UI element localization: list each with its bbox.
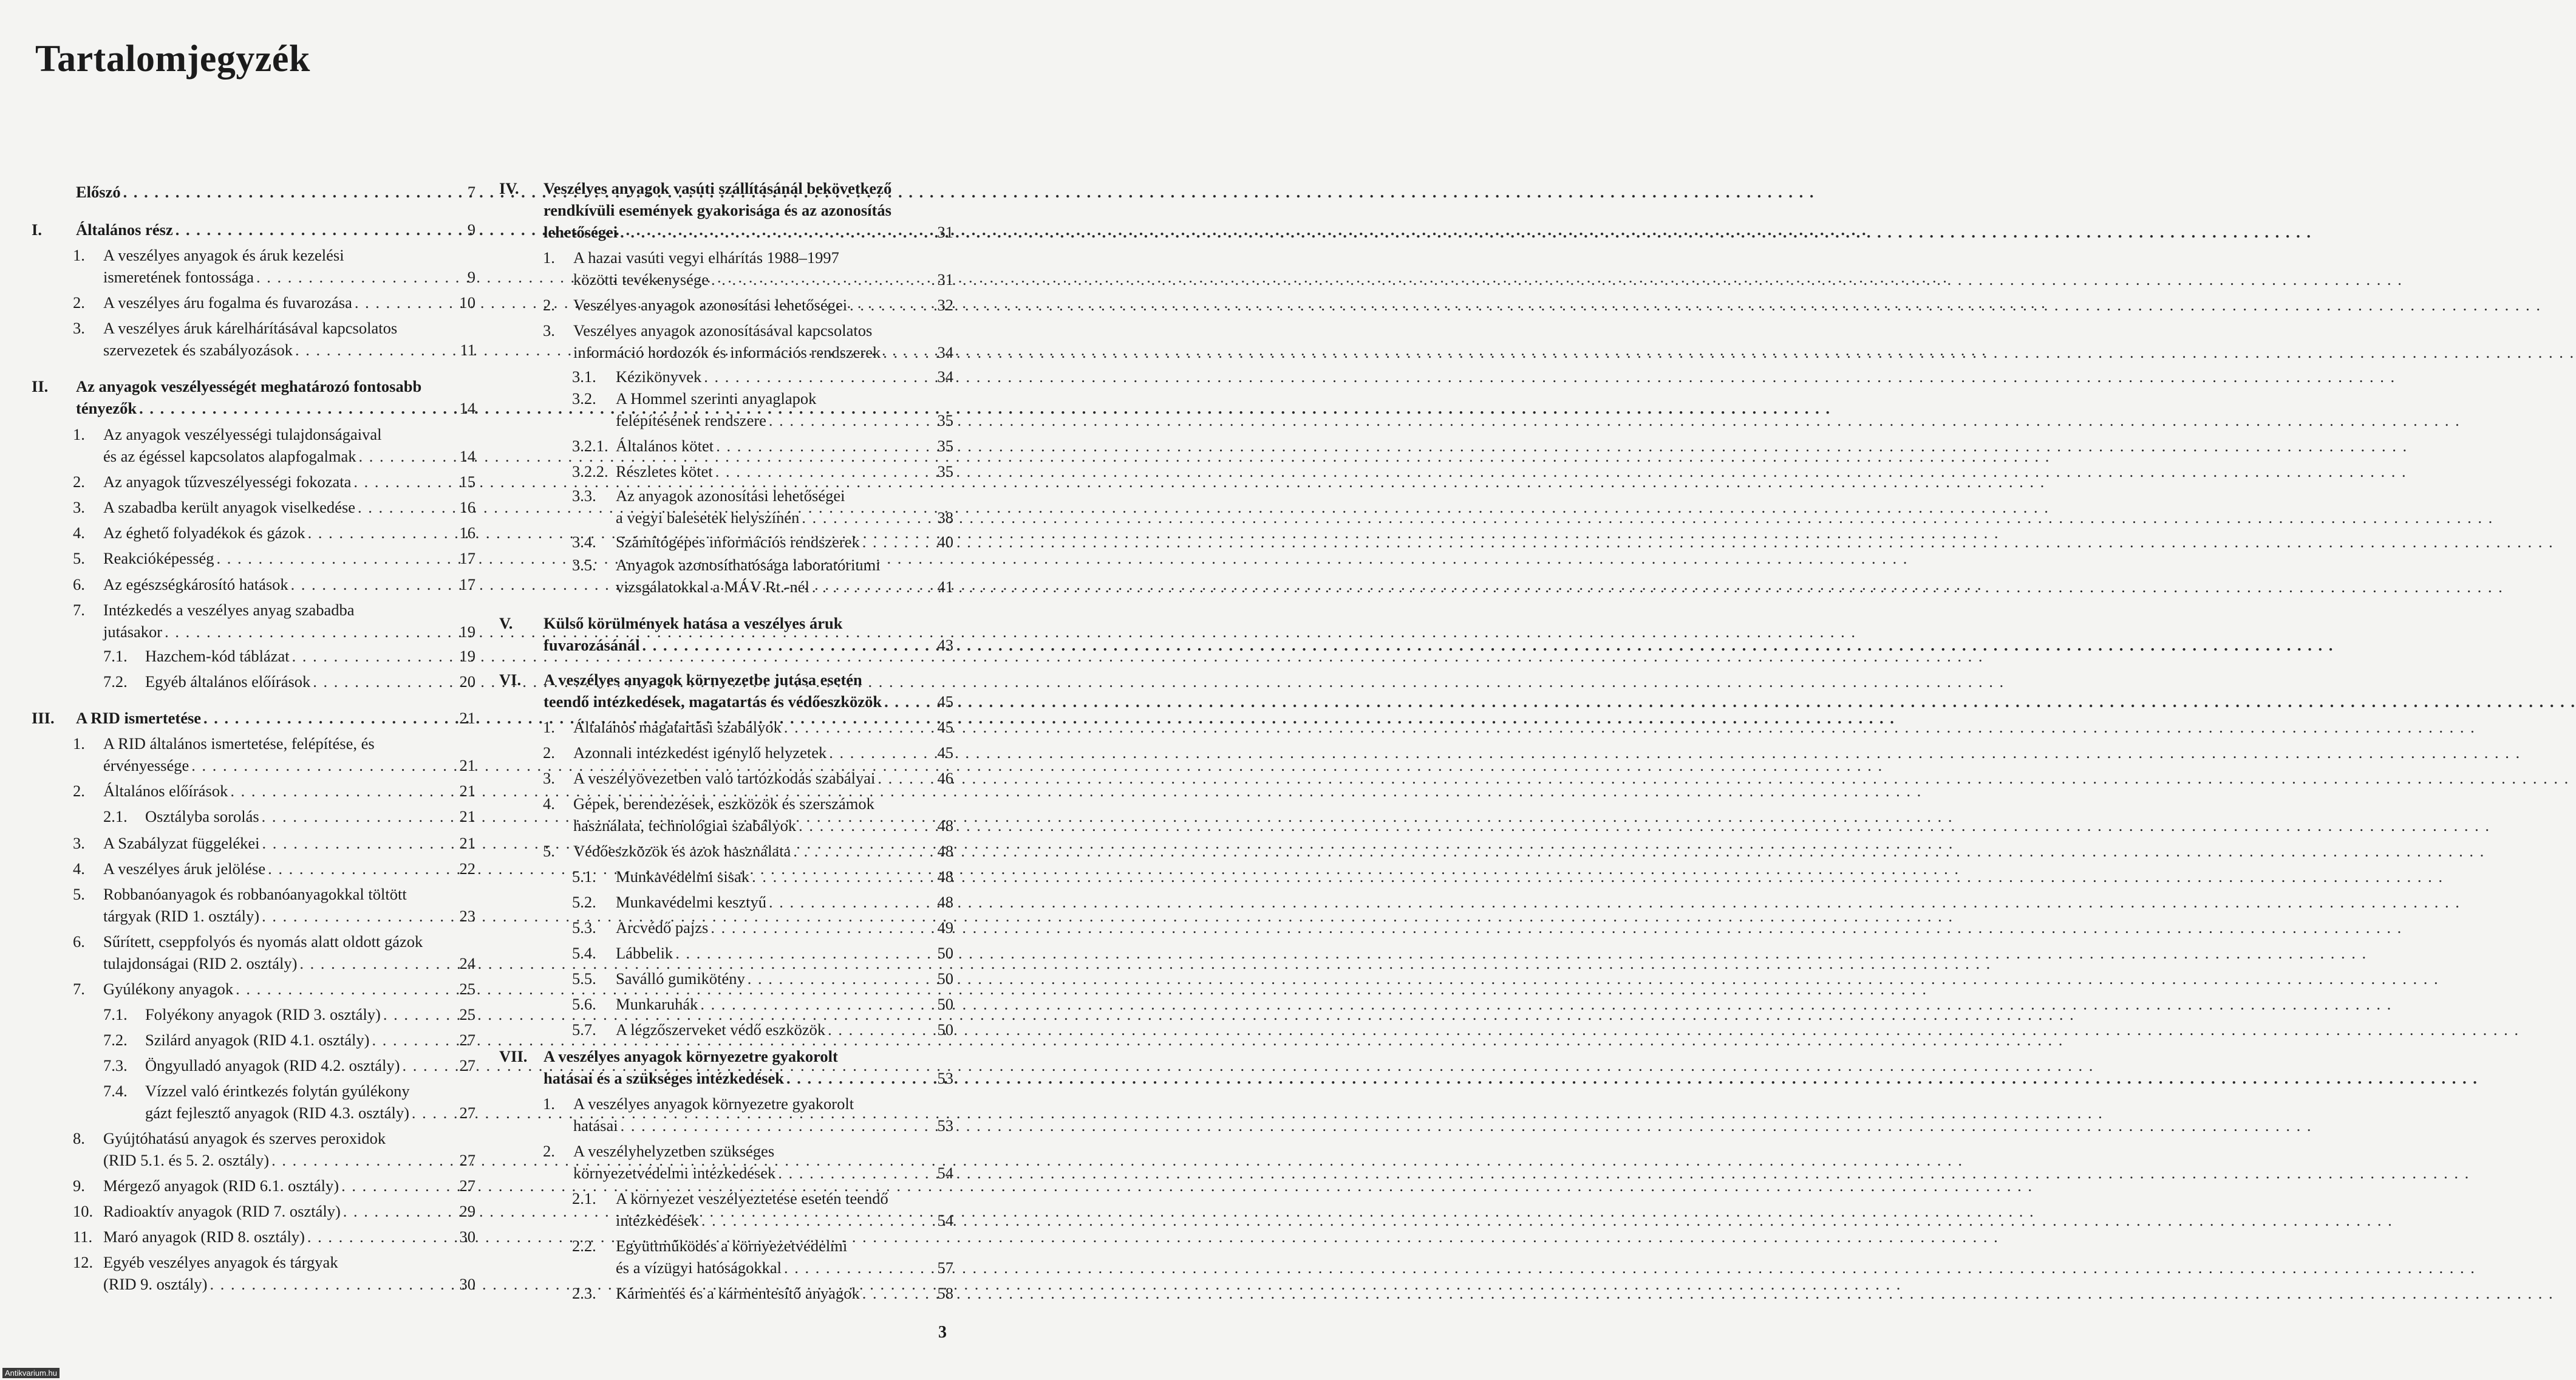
toc-entry-number: 1. xyxy=(73,246,85,264)
toc-entry-number: II. xyxy=(32,377,49,395)
toc-entry-title: Munkaruhák xyxy=(616,995,698,1013)
toc-entry-title: szervezetek és szabályozások xyxy=(103,341,293,359)
toc-entry-title: Általános magatartási szabályok xyxy=(573,718,782,736)
toc-entry-title: A Szabályzat függelékei xyxy=(103,834,260,852)
toc-entry-title: és a vízügyi hatóságokkal xyxy=(616,1259,782,1277)
toc-page-number: 9 xyxy=(467,268,475,286)
toc-entry-title: Gépek, berendezések, eszközök és szerszámok xyxy=(573,794,874,813)
dot-leader xyxy=(640,634,938,656)
toc-entry-number: 3. xyxy=(73,834,85,852)
dot-leader xyxy=(341,1200,460,1222)
toc-entry-number: 3.2. xyxy=(572,389,596,408)
toc-entry-title: Hazchem-kód táblázat xyxy=(145,647,290,665)
toc-page-number: 50 xyxy=(937,1020,953,1039)
toc-entry-title: gázt fejlesztő anyagok (RID 4.3. osztály) xyxy=(145,1104,409,1122)
toc-entry-title: A RID ismertetése xyxy=(76,709,202,727)
toc-entry-title: hatásai és a szükséges intézkedések xyxy=(543,1069,785,1087)
toc-entry-number: 7. xyxy=(73,601,85,619)
dot-leader xyxy=(618,1115,938,1136)
toc-entry-title: tulajdonságai (RID 2. osztály) xyxy=(103,954,298,972)
toc-entry-title: A veszélyhelyzetben szükséges xyxy=(573,1142,775,1160)
toc-entry-title: Egyéb általános előírások xyxy=(145,672,311,691)
toc-page-number: 14 xyxy=(459,399,475,417)
toc-page-number: 9 xyxy=(467,220,475,239)
toc-entry-title: Együttműködés a környezetvédelmi xyxy=(616,1237,848,1255)
toc-page-number: 45 xyxy=(937,718,953,736)
toc-entry-title: Veszélyes anyagok azonosítási lehetőségei xyxy=(573,296,848,314)
toc-page-number: 45 xyxy=(937,743,953,762)
toc-entry-title: Számítógépes információs rendszerek xyxy=(616,533,860,551)
dot-leader xyxy=(749,866,937,887)
toc-entry-number: 2. xyxy=(73,293,85,312)
toc-page-number: 46 xyxy=(937,769,953,787)
toc-page-number: 41 xyxy=(937,578,953,596)
toc-entry-number: 2. xyxy=(73,473,85,491)
toc-entry-title: Azonnali intézkedést igénylő helyzetek xyxy=(573,743,827,762)
toc-entry-title: Általános előírások xyxy=(103,782,228,800)
toc-page-number: 24 xyxy=(459,954,475,972)
dot-leader xyxy=(799,507,937,528)
dot-leader xyxy=(121,181,468,203)
dot-leader xyxy=(745,968,938,989)
toc-page-number: 48 xyxy=(937,893,953,911)
dot-leader xyxy=(766,409,938,431)
toc-entry-number: IV. xyxy=(499,179,519,197)
dot-leader xyxy=(233,978,459,1000)
toc-entry-title: Öngyulladó anyagok (RID 4.2. osztály) xyxy=(145,1056,400,1074)
toc-page-number: 48 xyxy=(937,816,953,835)
toc-entry-title: Kármentés és a kármentesítő anyagok xyxy=(616,1284,860,1302)
toc-entry-number: 3. xyxy=(543,321,555,340)
toc-page-number: 45 xyxy=(937,692,953,711)
toc-entry-number: 2.1. xyxy=(103,807,128,825)
toc-page-number: 30 xyxy=(459,1228,475,1246)
toc-entry-number: VI. xyxy=(499,671,522,689)
toc-entry-number: 3.1. xyxy=(572,367,596,386)
toc-entry-number: 2. xyxy=(73,782,85,800)
dot-leader xyxy=(775,1162,937,1184)
toc-page-number: 22 xyxy=(459,859,475,878)
toc-entry-number: I. xyxy=(32,220,42,239)
toc-entry-number: 5.6. xyxy=(572,995,596,1013)
toc-page-number: 30 xyxy=(459,1275,475,1293)
dot-leader xyxy=(701,366,937,388)
toc-entry-number: 8. xyxy=(73,1129,85,1147)
dot-leader xyxy=(791,840,937,862)
dot-leader xyxy=(713,460,938,482)
dot-leader xyxy=(214,547,460,569)
toc-entry-number: 2.1. xyxy=(572,1189,596,1208)
toc-entry-title: Radioaktív anyagok (RID 7. osztály) xyxy=(103,1202,341,1220)
toc-entry-title: Folyékony anyagok (RID 3. osztály) xyxy=(145,1005,381,1023)
toc-entry-title: Veszélyes anyagok azonosításával kapcsolatos xyxy=(573,321,873,340)
toc-entry-title: tényezők xyxy=(76,399,137,417)
dot-leader xyxy=(352,292,460,313)
dot-leader xyxy=(618,221,937,243)
toc-page-number: 31 xyxy=(937,223,953,241)
toc-entry-title: intézkedések xyxy=(616,1211,699,1229)
dot-leader xyxy=(860,531,938,553)
toc-entry-title: Védőeszközök és azok használata xyxy=(573,842,791,860)
toc-page-number: 49 xyxy=(937,918,953,937)
toc-page-number: 50 xyxy=(937,995,953,1013)
toc-page-number: 25 xyxy=(459,1005,475,1023)
toc-entry-title: Az anyagok veszélyességi tulajdonságaival xyxy=(103,425,382,443)
toc-page-number: 27 xyxy=(459,1056,475,1074)
toc-entry-number: 9. xyxy=(73,1177,85,1195)
toc-entry-number: 7.2. xyxy=(103,672,128,691)
toc-entry-title: Külső körülmények hatása a veszélyes áruk xyxy=(543,614,843,632)
dot-leader xyxy=(699,1209,938,1231)
dot-leader xyxy=(875,767,937,789)
dot-leader xyxy=(698,993,937,1015)
toc-entry-number: 7. xyxy=(73,980,85,998)
dot-leader xyxy=(400,1054,460,1076)
toc-entry-number: 7.1. xyxy=(103,1005,128,1023)
toc-page-number: 32 xyxy=(937,296,953,314)
dot-leader xyxy=(297,952,459,974)
toc-entry-title: A veszélyes anyagok környezetre gyakorolt xyxy=(543,1047,838,1065)
toc-entry-number: V. xyxy=(499,614,513,632)
toc-entry-number: 5.2. xyxy=(572,893,596,911)
toc-entry-title: A veszélyes anyagok környezetre gyakorolt xyxy=(573,1095,854,1113)
toc-entry-title: A környezet veszélyeztetése esetén teendő xyxy=(616,1189,888,1208)
toc-entry-title: A veszélyes anyagok és áruk kezelési xyxy=(103,246,344,264)
toc-entry-number: 1. xyxy=(543,1095,555,1113)
dot-leader xyxy=(305,522,460,544)
dot-leader xyxy=(254,266,468,288)
toc-page-number: 54 xyxy=(937,1164,953,1182)
toc-page-number: 57 xyxy=(937,1259,953,1277)
dot-leader xyxy=(201,707,459,729)
toc-entry-number: 3.4. xyxy=(572,533,596,551)
toc-entry-number: 5. xyxy=(543,842,555,860)
toc-page-number: 11 xyxy=(460,341,475,359)
dot-leader xyxy=(355,496,459,518)
toc-page-number: 35 xyxy=(937,437,953,455)
toc-entry-number: 2. xyxy=(543,1142,555,1160)
toc-entry-title: A légzőszerveket védő eszközök xyxy=(616,1020,826,1039)
dot-leader xyxy=(290,645,460,667)
toc-entry-title: Robbanóanyagok és robbanóanyagokkal töltött xyxy=(103,885,407,903)
toc-entry-title: és az égéssel kapcsolatos alapfogalmak xyxy=(103,447,356,465)
toc-page-number: 19 xyxy=(459,647,475,665)
toc-page-number: 27 xyxy=(459,1031,475,1049)
toc-entry-title: A Hommel szerinti anyaglapok xyxy=(616,389,817,408)
dot-leader xyxy=(714,435,937,457)
dot-leader xyxy=(137,397,459,419)
toc-entry-title: Előszó xyxy=(76,183,121,201)
toc-entry-title: Munkavédelmi sisak xyxy=(616,867,750,886)
toc-page-number: 53 xyxy=(937,1069,953,1087)
toc-entry-title: teendő intézkedések, magatartás és védőeszközök xyxy=(543,692,882,711)
toc-entry-title: felépítésének rendszere xyxy=(616,411,766,429)
toc-entry-title: Szilárd anyagok (RID 4.1. osztály) xyxy=(145,1031,370,1049)
toc-entry-title: Saválló gumikötény xyxy=(616,969,745,988)
toc-entry-title: Maró anyagok (RID 8. osztály) xyxy=(103,1228,305,1246)
toc-page-number: 21 xyxy=(459,782,475,800)
dot-leader xyxy=(796,815,937,836)
toc-entry-title: Reakcióképesség xyxy=(103,549,214,567)
toc-entry-number: 2. xyxy=(543,296,555,314)
watermark: Antikvarium.hu xyxy=(2,1368,60,1378)
toc-entry-number: 4. xyxy=(73,859,85,878)
dot-leader xyxy=(259,805,460,827)
toc-entry-number: 4. xyxy=(73,524,85,542)
toc-entry-title: jutásakor xyxy=(103,623,163,641)
toc-entry-number: 10. xyxy=(73,1202,94,1220)
toc-page-number: 19 xyxy=(459,623,475,641)
toc-entry-number: VII. xyxy=(499,1047,528,1065)
toc-page-number: 48 xyxy=(937,842,953,860)
toc-entry-title: Intézkedés a veszélyes anyag szabadba xyxy=(103,601,355,619)
toc-entry-title: érvényessége xyxy=(103,756,189,774)
toc-page-number: 31 xyxy=(937,270,953,289)
toc-page-number: 43 xyxy=(937,636,953,654)
toc-entry-title: Az anyagok tűzveszélyességi fokozata xyxy=(103,473,352,491)
toc-page-number: 50 xyxy=(937,969,953,988)
toc-entry-number: 7.4. xyxy=(103,1082,128,1100)
toc-page-number: 23 xyxy=(459,907,475,925)
toc-entry-number: 2. xyxy=(543,743,555,762)
dot-leader xyxy=(809,576,938,598)
dot-leader xyxy=(228,780,459,802)
toc-entry-number: 7.2. xyxy=(103,1031,128,1049)
toc-page-number: 48 xyxy=(937,867,953,886)
toc-entry-title: használata, technológiai szabályok xyxy=(573,816,797,835)
dot-leader xyxy=(265,858,459,880)
dot-leader xyxy=(881,341,937,363)
toc-entry-title: Általános rész xyxy=(76,220,173,239)
toc-entry-title: Mérgező anyagok (RID 6.1. osztály) xyxy=(103,1177,339,1195)
toc-page-number: 35 xyxy=(937,462,953,480)
page-title: Tartalomjegyzék xyxy=(35,38,310,80)
dot-leader xyxy=(826,742,937,763)
toc-entry-title: rendkívüli események gyakorisága és az azonosítás xyxy=(543,201,891,219)
toc-entry-title: Sűrített, cseppfolyós és nyomás alatt oldott gázok xyxy=(103,932,423,951)
toc-entry-title: tárgyak (RID 1. osztály) xyxy=(103,907,260,925)
toc-page-number: 27 xyxy=(459,1177,475,1195)
toc-page-number: 16 xyxy=(459,524,475,542)
toc-entry-title: Vízzel való érintkezés folytán gyúlékony xyxy=(145,1082,410,1100)
dot-leader xyxy=(766,891,937,913)
page-number: 3 xyxy=(938,1323,947,1342)
toc-entry-number: 5. xyxy=(73,549,85,567)
toc-entry-title: A hazai vasúti vegyi elhárítás 1988–1997 xyxy=(573,248,839,267)
toc-page-number: 35 xyxy=(937,411,953,429)
toc-page-number: 29 xyxy=(459,1202,475,1220)
dot-leader xyxy=(260,832,460,854)
toc-entry-title: információ hordozók és információs rendszerek xyxy=(573,343,881,361)
toc-page-number: 14 xyxy=(459,447,475,465)
dot-leader xyxy=(381,1003,460,1025)
toc-entry-title: A veszélyövezetben való tartózkodás szabályai xyxy=(573,769,876,787)
toc-page-number: 38 xyxy=(937,508,953,527)
toc-page-number: 21 xyxy=(459,709,475,727)
toc-page-number: 54 xyxy=(937,1211,953,1229)
toc-entry-title: vizsgálatokkal a MÁV Rt.-nél xyxy=(616,578,809,596)
dot-leader xyxy=(825,1019,937,1040)
toc-entry-number: 3.2.1. xyxy=(572,437,608,455)
toc-entry-title: Lábbelik xyxy=(616,944,673,962)
dot-leader xyxy=(189,754,459,776)
toc-page-number: 16 xyxy=(459,498,475,516)
toc-entry-title: lehetőségei xyxy=(543,223,618,241)
dot-leader xyxy=(310,671,459,692)
toc-page-number: 40 xyxy=(937,533,953,551)
toc-entry-number: 6. xyxy=(73,932,85,951)
dot-leader xyxy=(293,339,460,361)
toc-entry-title: hatásai xyxy=(573,1116,618,1135)
dot-leader xyxy=(288,573,460,595)
toc-entry-title: környezetvédelmi intézkedések xyxy=(573,1164,776,1182)
toc-entry-number: 5.7. xyxy=(572,1020,596,1039)
toc-entry-number: 7.1. xyxy=(103,647,128,665)
toc-entry-title: Veszélyes anyagok vasúti szállításánál bekövetkező xyxy=(543,179,892,197)
toc-entry-title: ismeretének fontossága xyxy=(103,268,254,286)
toc-entry-title: Arcvédő pajzs xyxy=(616,918,709,937)
toc-entry-title: Gyúlékony anyagok xyxy=(103,980,234,998)
dot-leader xyxy=(708,917,937,938)
toc-entry-number: 5.5. xyxy=(572,969,596,988)
toc-entry-number: 5.3. xyxy=(572,918,596,937)
toc-page-number: 10 xyxy=(459,293,475,312)
dot-leader xyxy=(269,1149,459,1171)
dot-leader xyxy=(207,1273,459,1295)
toc-entry-title: fuvarozásánál xyxy=(543,636,640,654)
toc-entry-title: Az egészségkárosító hatások xyxy=(103,575,288,593)
toc-entry-number: 1. xyxy=(73,425,85,443)
toc-entry-title: Osztályba sorolás xyxy=(145,807,259,825)
toc-entry-number: 11. xyxy=(73,1228,93,1246)
dot-leader xyxy=(882,691,937,712)
dot-leader xyxy=(782,1257,937,1279)
toc-page-number: 34 xyxy=(937,343,953,361)
toc-page-number: 21 xyxy=(459,834,475,852)
toc-entry-number: 3.3. xyxy=(572,487,596,505)
toc-page-number: 17 xyxy=(459,549,475,567)
dot-leader xyxy=(709,268,938,290)
dot-leader xyxy=(784,1067,937,1089)
dot-leader xyxy=(369,1029,459,1051)
toc-entry-title: A veszélyes áru fogalma és fuvarozása xyxy=(103,293,352,312)
toc-entry-number: 5.1. xyxy=(572,867,596,886)
dot-leader xyxy=(847,294,937,316)
toc-page-number: 50 xyxy=(937,944,953,962)
toc-entry-number: 7.3. xyxy=(103,1056,128,1074)
toc-page-number: 58 xyxy=(937,1284,953,1302)
dot-leader xyxy=(173,219,468,241)
toc-entry-title: A szabadba került anyagok viselkedése xyxy=(103,498,356,516)
toc-page-number: 21 xyxy=(459,807,475,825)
toc-entry-title: A RID általános ismertetése, felépítése, és xyxy=(103,734,375,753)
toc-page-number: 34 xyxy=(937,367,953,386)
toc-entry-title: Gyújtóhatású anyagok és szerves peroxidok xyxy=(103,1129,386,1147)
dot-leader xyxy=(339,1175,459,1197)
toc-entry-number: 2.3. xyxy=(572,1284,596,1302)
dot-leader xyxy=(162,621,459,643)
toc-entry-number: III. xyxy=(32,709,55,727)
toc-entry-title: Egyéb veszélyes anyagok és tárgyak xyxy=(103,1253,338,1271)
toc-page-number: 17 xyxy=(459,575,475,593)
dot-leader xyxy=(409,1102,460,1124)
toc-page-number: 25 xyxy=(459,980,475,998)
toc-entry-number: 3. xyxy=(543,769,555,787)
toc-entry-title: (RID 5.1. és 5. 2. osztály) xyxy=(103,1151,270,1169)
toc-entry-title: (RID 9. osztály) xyxy=(103,1275,208,1293)
toc-entry-title: közötti tevékenysége xyxy=(573,270,709,289)
toc-entry-title: A veszélyes áruk kárelhárításával kapcsolatos xyxy=(103,319,398,337)
toc-entry-title: a vegyi balesetek helyszínén xyxy=(616,508,800,527)
toc-entry-title: Részletes kötet xyxy=(616,462,713,480)
toc-entry-number: 3. xyxy=(73,498,85,516)
toc-entry-title: Az anyagok veszélyességét meghatározó fontosabb xyxy=(76,377,422,395)
toc-entry-number: 12. xyxy=(73,1253,94,1271)
toc-entry-title: Általános kötet xyxy=(616,437,714,455)
toc-page-number: 7 xyxy=(467,183,475,201)
toc-page-number: 27 xyxy=(459,1151,475,1169)
toc-entry-number: 5. xyxy=(73,885,85,903)
toc-entry-number: 1. xyxy=(73,734,85,753)
dot-leader xyxy=(673,942,937,964)
toc-entry-title: Anyagok azonosíthatósága laboratóriumi xyxy=(616,556,881,574)
dot-leader xyxy=(351,471,459,493)
toc-entry-title: Az anyagok azonosítási lehetőségei xyxy=(616,487,845,505)
toc-page-number: 21 xyxy=(459,756,475,774)
toc-entry-number: 6. xyxy=(73,575,85,593)
dot-leader xyxy=(305,1226,460,1248)
toc-entry-number: 1. xyxy=(543,248,555,267)
dot-leader xyxy=(356,445,459,467)
toc-entry-title: Az éghető folyadékok és gázok xyxy=(103,524,305,542)
toc-entry-title: Kézikönyvek xyxy=(616,367,702,386)
toc-entry-number: 3.5. xyxy=(572,556,596,574)
toc-page-number: 53 xyxy=(937,1116,953,1135)
dot-leader xyxy=(782,716,938,738)
toc-page-number: 15 xyxy=(459,473,475,491)
toc-entry-title: Munkavédelmi kesztyű xyxy=(616,893,767,911)
toc-entry-title: A veszélyes áruk jelölése xyxy=(103,859,266,878)
toc-entry-number: 3. xyxy=(73,319,85,337)
toc-entry-number: 5.4. xyxy=(572,944,596,962)
toc-page-number: 20 xyxy=(459,672,475,691)
toc-entry-number: 2.2. xyxy=(572,1237,596,1255)
toc-entry-number: 1. xyxy=(543,718,555,736)
toc-entry-number: 4. xyxy=(543,794,555,813)
toc-page-number: 27 xyxy=(459,1104,475,1122)
toc-entry-title: A veszélyes anyagok környezetbe jutása esetén xyxy=(543,671,862,689)
dot-leader xyxy=(259,905,459,927)
toc-entry-number: 3.2.2. xyxy=(572,462,608,480)
dot-leader xyxy=(860,1282,938,1304)
